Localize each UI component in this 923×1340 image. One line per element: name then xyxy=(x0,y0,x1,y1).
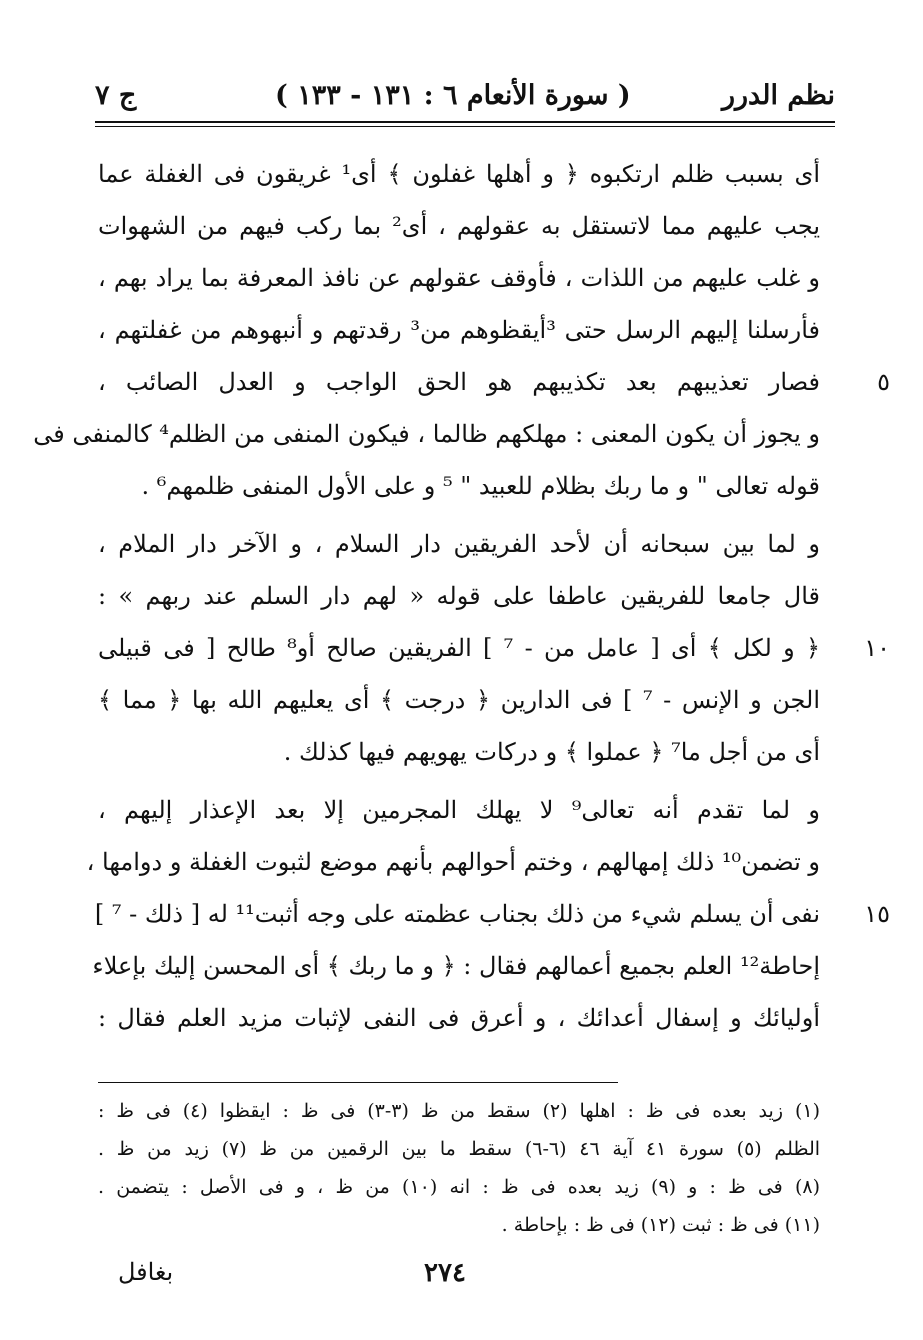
line-number: ١٥ xyxy=(864,900,890,928)
surah-reference: ( سورة الأنعام ٦ : ١٣١ - ١٣٣ ) xyxy=(275,80,631,111)
catchword: بغافل xyxy=(118,1258,174,1286)
text-line: و لما تقدم أنه تعالى⁹ لا يهلك المجرمين إلا بعد الإعذار إليهم ، xyxy=(98,796,820,824)
line-number: ٥ xyxy=(877,368,890,396)
text-line: فأرسلنا إليهم الرسل حتى ³أيقظوهم من³ رقدتهم و أنبهوهم من غفلتهم ، xyxy=(98,316,820,344)
text-line: و لما بين سبحانه أن لأحد الفريقين دار السلام ، و الآخر دار الملام ، xyxy=(98,530,820,558)
text-line: أوليائك و إسفال أعدائك ، و أعرق فى النفى لإثبات مزيد العلم فقال : xyxy=(98,1004,820,1032)
text-line: و غلب عليهم من اللذات ، فأوقف عقولهم عن نافذ المعرفة بما يراد بهم ، xyxy=(98,264,821,292)
text-line: يجب عليهم مما لاتستقل به عقولهم ، أى² بما ركب فيهم من الشهوات xyxy=(98,212,820,240)
text-line: و يجوز أن يكون المعنى : مهلكهم ظالما ، فيكون المنفى من الظلم⁴ كالمنفى فى xyxy=(33,420,820,448)
footnote-rule xyxy=(98,1082,618,1083)
text-line: قال جامعا للفريقين عاطفا على قوله « لهم دار السلم عند ربهم » : xyxy=(98,582,820,610)
footnote-line: (١) زيد بعده فى ظ : اهلها (٢) سقط من ظ (٣-٣) فى ظ : ايقظوا (٤) فى ظ : xyxy=(98,1100,820,1122)
text-line: قوله تعالى " و ما ربك بظلام للعبيد " ⁵ و على الأول المنفى ظلمهم⁶ . xyxy=(141,472,820,500)
page-number: ٢٧٤ xyxy=(424,1258,466,1288)
header-rule xyxy=(95,121,835,123)
running-head xyxy=(95,80,835,124)
volume-label: ج ٧ xyxy=(95,80,137,111)
footnote-line: (١١) فى ظ : ثبت (١٢) فى ظ : بإحاطة . xyxy=(501,1214,820,1236)
footnote-line: (٨) فى ظ : و (٩) زيد بعده فى ظ : انه (١٠) من ظ ، و فى الأصل : يتضمن . xyxy=(98,1176,820,1198)
text-line: و تضمن¹⁰ ذلك إمهالهم ، وختم أحوالهم بأنهم موضع لثبوت الغفلة و دوامها ، xyxy=(86,848,820,876)
footnote-line: الظلم (٥) سورة ٤١ آية ٤٦ (٦-٦) سقط ما بين الرقمين من ظ (٧) زيد من ظ . xyxy=(98,1138,821,1160)
text-line: نفى أن يسلم شيء من ذلك بجناب عظمته على وجه أثبت¹¹ له [ ذلك - ⁷ ] ١٥ xyxy=(98,888,820,940)
header-rule-thin xyxy=(95,126,835,127)
footnotes xyxy=(98,1092,820,1244)
text-line: فصار تعذيبهم بعد تكذيبهم هو الحق الواجب و العدل الصائب ، ٥ xyxy=(98,356,820,408)
text-line: ﴿ و لكل ﴾ أى [ عامل من - ⁷ ] الفريقين صالح أو⁸ طالح [ فى قبيلى ١٠ xyxy=(98,622,820,674)
text-line: أى من أجل ما⁷ ﴿ عملوا ﴾ و دركات يهويهم فيها كذلك . xyxy=(283,738,820,766)
book-title: نظم الدرر xyxy=(721,80,835,111)
text-line: أى بسبب ظلم ارتكبوه ﴿ و أهلها غفلون ﴾ أى¹ غريقون فى الغفلة عما xyxy=(98,160,820,188)
main-text xyxy=(33,148,890,1044)
text-line: إحاطة¹² العلم بجميع أعمالهم فقال : ﴿ و ما ربك ﴾ أى المحسن إليك بإعلاء xyxy=(92,952,820,980)
text-line: الجن و الإنس - ⁷ ] فى الدارين ﴿ درجت ﴾ أى يعليهم الله بها ﴿ مما ﴾ xyxy=(98,686,820,714)
line-number: ١٠ xyxy=(864,634,890,662)
